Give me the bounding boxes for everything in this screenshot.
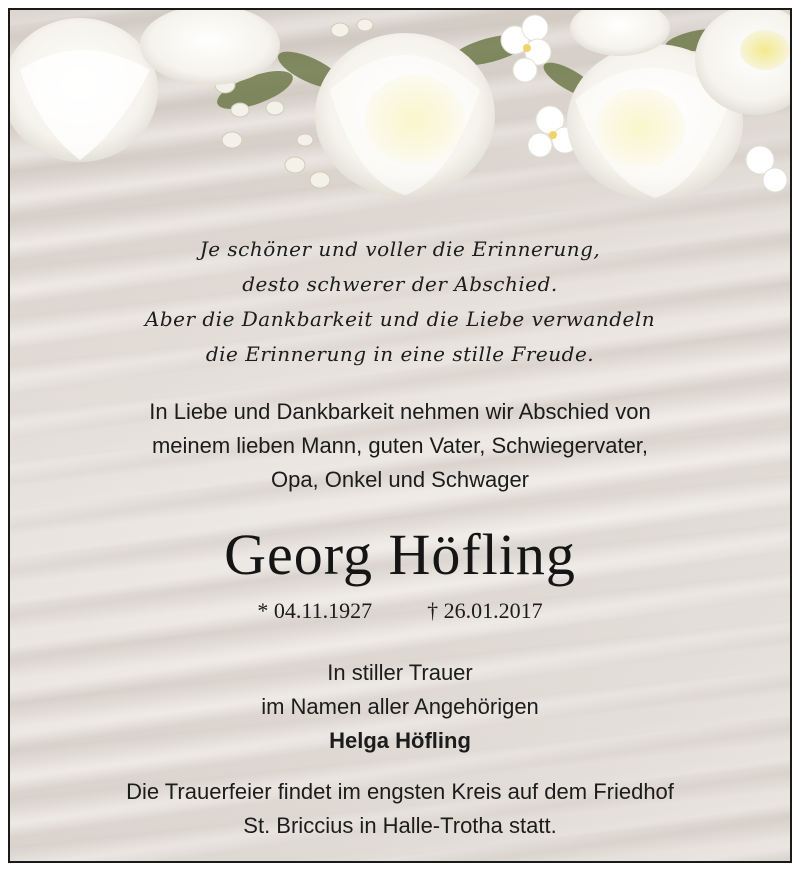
funeral-line-2: St. Briccius in Halle-Trotha statt. bbox=[243, 813, 557, 838]
quote-line-1: Je schöner und voller die Erinnerung, bbox=[199, 237, 601, 261]
intro-line-2: meinem lieben Mann, guten Vater, Schwiegervater, bbox=[151, 433, 649, 458]
quote-line-2: desto schwerer der Abschied. bbox=[242, 272, 558, 296]
mourner-name: Helga Höfling bbox=[329, 728, 471, 753]
mourners-block bbox=[10, 656, 790, 758]
birth-date: * 04.11.1927 bbox=[257, 598, 373, 623]
quote-line-3: Aber die Dankbarkeit und die Liebe verwandeln bbox=[144, 307, 656, 331]
mourning-line-2: im Namen aller Angehörigen bbox=[261, 694, 539, 719]
life-dates bbox=[10, 596, 790, 626]
memorial-quote bbox=[10, 232, 790, 372]
funeral-line-1: Die Trauerfeier findet im engsten Kreis auf dem Friedhof bbox=[126, 779, 674, 804]
quote-line-4: die Erinnerung in eine stille Freude. bbox=[205, 342, 595, 366]
white-tulips-image bbox=[10, 10, 790, 210]
funeral-notice bbox=[10, 775, 790, 843]
intro-line-1: In Liebe und Dankbarkeit nehmen wir Abschied von bbox=[149, 399, 651, 424]
mourning-line-1: In stiller Trauer bbox=[327, 660, 473, 685]
intro-line-3: Opa, Onkel und Schwager bbox=[270, 467, 530, 492]
death-date: † 26.01.2017 bbox=[427, 598, 543, 623]
obituary-card bbox=[8, 8, 792, 863]
deceased-name: Georg Höfling bbox=[224, 522, 576, 587]
farewell-intro bbox=[10, 395, 790, 497]
